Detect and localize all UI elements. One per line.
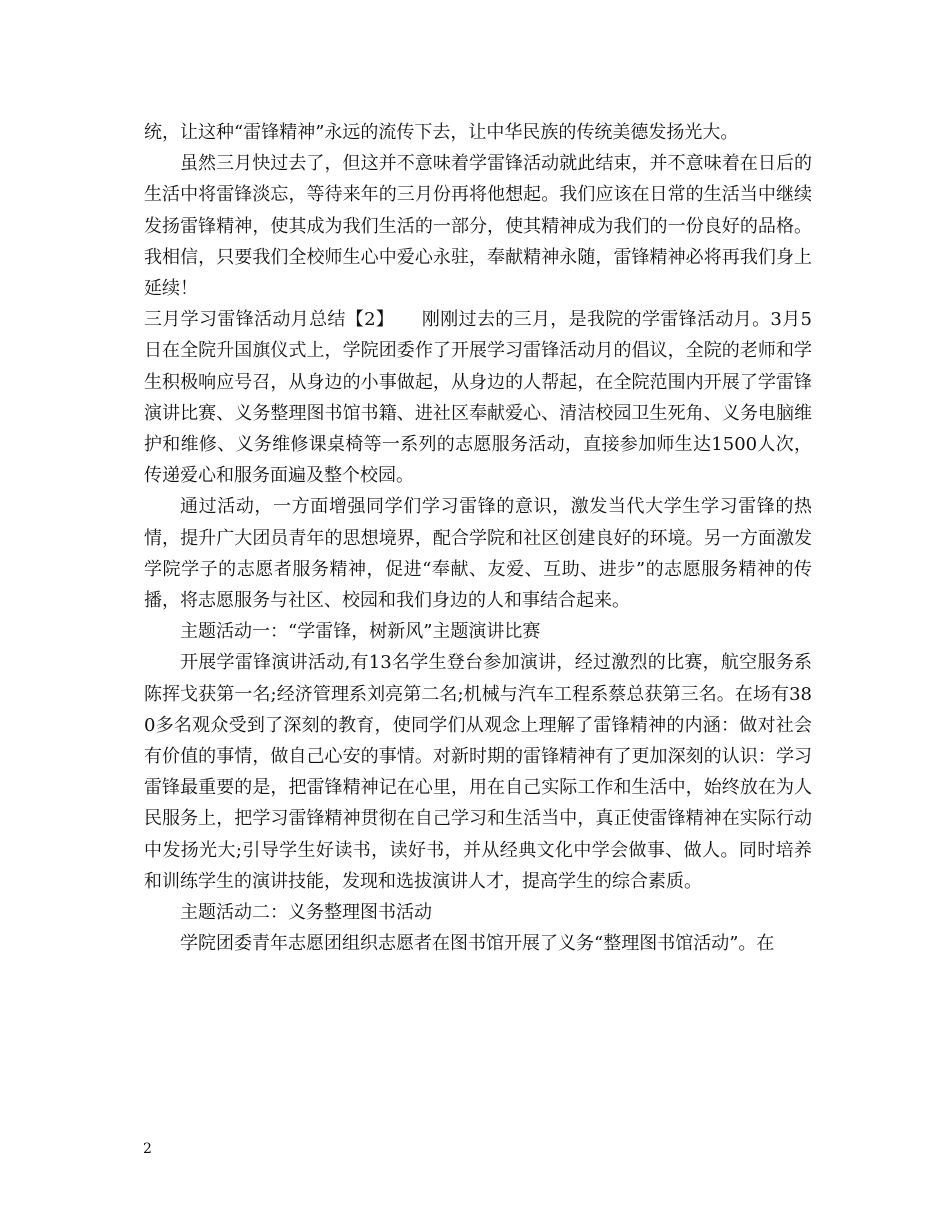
paragraph-march-reflection: 虽然三月快过去了，但这并不意味着学雷锋活动就此结束，并不意味着在日后的生活中将雷锋淡忘，等待来年的三月份再将他想起。我们应该在日常的生活当中继续发扬雷锋精神，使其成为我们生活的一部分，使其精神成为我们的一份良好的品格。我相信，只要我们全校师生心中爱心永驻，奉献精神永随，雷锋精神必将再我们身上延续！ bbox=[144, 153, 812, 300]
section-heading-activity-1: 主题活动一：“学雷锋，树新风”主题演讲比赛 bbox=[180, 621, 541, 643]
paragraph-purpose: 通过活动，一方面增强同学们学习雷锋的意识，激发当代大学生学习雷锋的热情，提升广大团员青年的思想境界，配合学院和社区创建良好的环境。另一方面激发学院学子的志愿者服务精神，促进“奉献、友爱、互助、进步”的志愿服务精神的传播，将志愿服务与社区、校园和我们身边的人和事结合起来。 bbox=[144, 496, 812, 612]
page-number: 2 bbox=[143, 1141, 152, 1157]
body-text bbox=[144, 117, 812, 959]
paragraph-speech-contest: 开展学雷锋演讲活动,有13名学生登台参加演讲，经过激烈的比赛，航空服务系陈挥戈获第一名;经济管理系刘亮第二名;机械与汽车工程系蔡总获第三名。在场有380多名观众受到了深刻的教育，使同学们从观念上理解了雷锋精神的内涵：做对社会有价值的事情，做自己心安的事情。对新时期的雷锋精神有了更加深刻的认识：学习雷锋最重要的是，把雷锋精神记在心里，用在自己实际工作和生活中，始终放在为人民服务上，把学习雷锋精神贯彻在自己学习和生活当中，真正使雷锋精神在实际行动中发扬光大;引导学生好读书，读好书，并从经典文化中学会做事、做人。同时培养和训练学生的演讲技能，发现和选拔演讲人才，提高学生的综合素质。 bbox=[144, 652, 812, 892]
paragraph-summary-2: 三月学习雷锋活动月总结【2】 刚刚过去的三月，是我院的学雷锋活动月。3月5日在全院升国旗仪式上，学院团委作了开展学习雷锋活动月的倡议，全院的老师和学生积极响应号召，从身边的小事做起，从身边的人帮起，在全院范围内开展了学雷锋演讲比赛、义务整理图书馆书籍、进社区奉献爱心、清洁校园卫生死角、义务电脑维护和维修、义务维修课桌椅等一系列的志愿服务活动，直接参加师生达1500人次，传递爱心和服务面遍及整个校园。 bbox=[144, 309, 812, 487]
paragraph-continued: 统，让这种“雷锋精神”永远的流传下去，让中华民族的传统美德发扬光大。 bbox=[144, 122, 739, 143]
paragraph-library: 学院团委青年志愿团组织志愿者在图书馆开展了义务“整理图书馆活动”。在 bbox=[180, 933, 775, 955]
section-heading-activity-2: 主题活动二：义务整理图书活动 bbox=[180, 902, 432, 924]
